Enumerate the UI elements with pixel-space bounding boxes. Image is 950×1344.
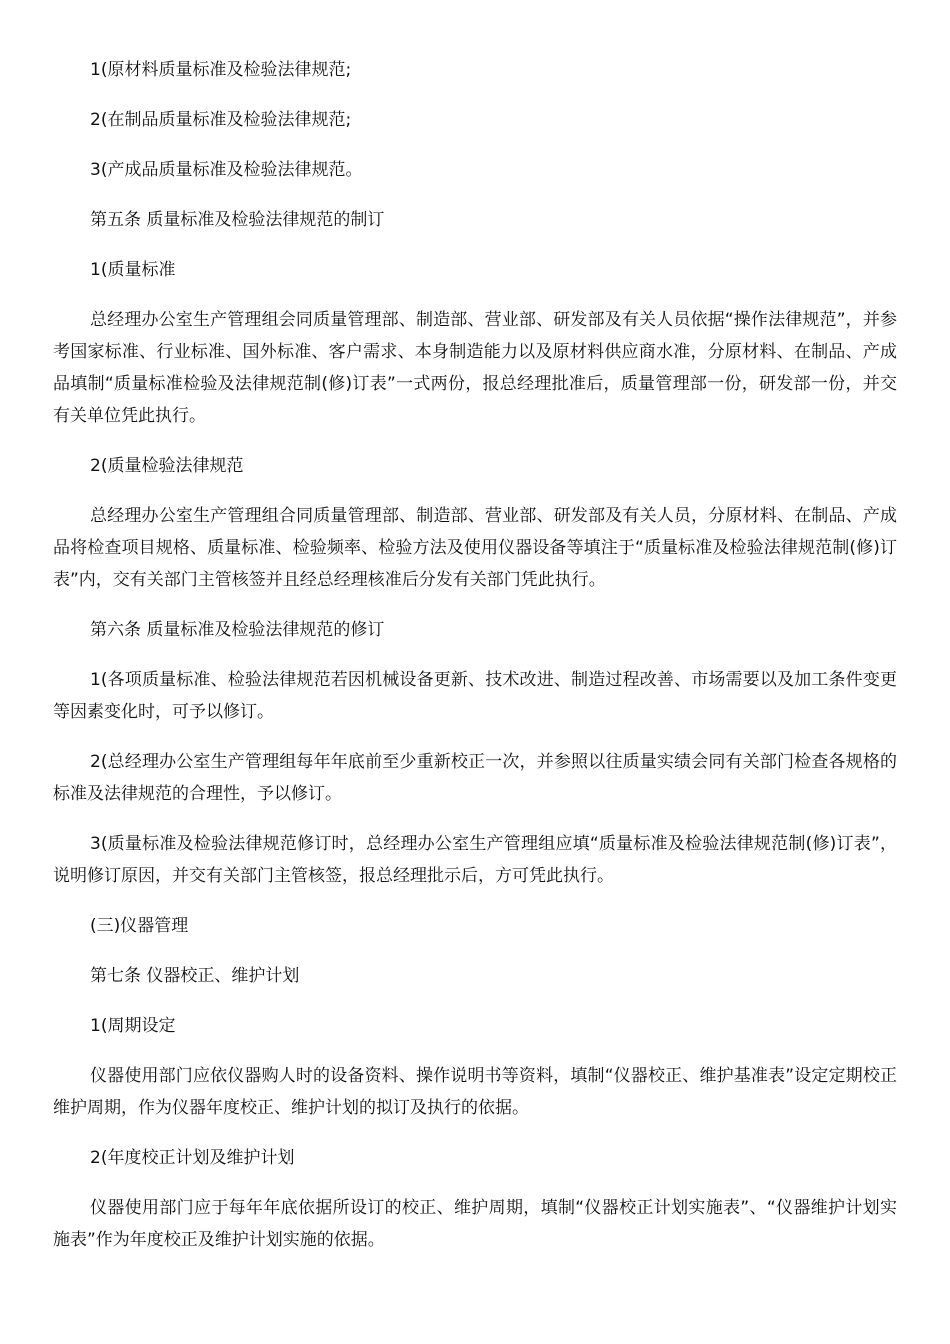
paragraph-item-3: 3(产成品质量标准及检验法律规范。 <box>90 160 363 180</box>
paragraph-inspection-norm: 总经理办公室生产管理组合同质量管理部、制造部、营业部、研发部及有关人员，分原材料、在制品、产成品将检查项目规格、质量标准、检验频率、检验方法及使用仪器设备等填注于“质量标准及检验法律规范制(修)订表”内，交有关部门主管核签并且经总经理核准后分发有关部门凭此执行。 <box>53 506 897 590</box>
article-7-heading: 第七条 仪器校正、维护计划 <box>90 966 300 986</box>
paragraph-revision-3: 3(质量标准及检验法律规范修订时，总经理办公室生产管理组应填“质量标准及检验法律规范制(修)订表”，说明修订原因，并交有关部门主管核签，报总经理批示后，方可凭此执行。 <box>53 834 897 886</box>
paragraph-annual-plan: 仪器使用部门应于每年年底依据所设订的校正、维护周期，填制“仪器校正计划实施表”、“仪器维护计划实施表”作为年度校正及维护计划实施的依据。 <box>53 1198 897 1250</box>
subheading-cycle-setting: 1(周期设定 <box>90 1016 176 1036</box>
subheading-inspection-norm: 2(质量检验法律规范 <box>90 456 244 476</box>
paragraph-revision-1: 1(各项质量标准、检验法律规范若因机械设备更新、技术改进、制造过程改善、市场需要以及加工条件变更等因素变化时，可予以修订。 <box>53 670 897 722</box>
subheading-annual-plan: 2(年度校正计划及维护计划 <box>90 1148 295 1168</box>
paragraph-item-2: 2(在制品质量标准及检验法律规范; <box>90 110 352 130</box>
article-6-heading: 第六条 质量标准及检验法律规范的修订 <box>90 620 385 640</box>
paragraph-cycle-setting: 仪器使用部门应依仪器购人时的设备资料、操作说明书等资料，填制“仪器校正、维护基准表”设定定期校正维护周期，作为仪器年度校正、维护计划的拟订及执行的依据。 <box>53 1066 897 1118</box>
paragraph-quality-standard: 总经理办公室生产管理组会同质量管理部、制造部、营业部、研发部及有关人员依据“操作法律规范”，并参考国家标准、行业标准、国外标准、客户需求、本身制造能力以及原材料供应商水准，分原材料、在制品、产成品填制“质量标准检验及法律规范制(修)订表”一式两份，报总经理批准后，质量管理部一份，研发部一份，并交有关单位凭此执行。 <box>53 310 897 426</box>
paragraph-revision-2: 2(总经理办公室生产管理组每年年底前至少重新校正一次，并参照以往质量实绩会同有关部门检查各规格的标准及法律规范的合理性，予以修订。 <box>53 752 897 804</box>
subheading-quality-standard: 1(质量标准 <box>90 260 176 280</box>
article-5-heading: 第五条 质量标准及检验法律规范的制订 <box>90 210 385 230</box>
paragraph-item-1: 1(原材料质量标准及检验法律规范; <box>90 60 352 80</box>
section-instrument-management: (三)仪器管理 <box>90 916 189 936</box>
